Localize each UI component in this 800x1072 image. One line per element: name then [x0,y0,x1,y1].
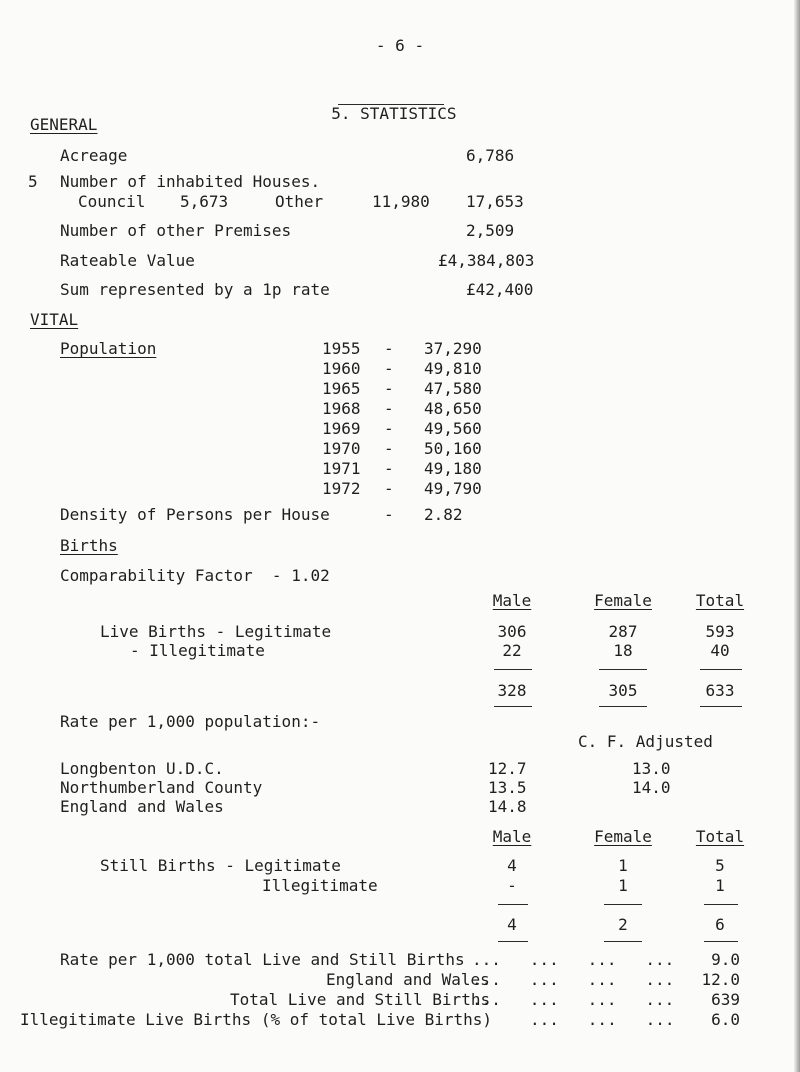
population-year: 1969 [322,419,361,438]
population-year: 1972 [322,479,361,498]
page-number: - 6 - [375,36,425,55]
leader-dots: ... ... ... [530,1010,675,1029]
population-value: 50,160 [424,439,482,458]
total-cell: 593 [705,622,735,641]
col-male-header: Male [492,827,532,846]
rule [704,904,738,905]
male-cell: 22 [502,641,522,660]
total-cell: 6 [715,915,725,934]
crude-rate: 13.5 [488,778,527,797]
adjusted-rate: 13.0 [632,759,671,778]
total-cell: 1 [715,876,725,895]
section-number: 5. STATISTICS [331,104,457,123]
population-year: 1968 [322,399,361,418]
male-cell: 328 [497,681,527,700]
houses-other-label: Other [275,192,324,211]
row-label: Still Births - Legitimate [100,856,341,875]
male-cell: 4 [507,915,517,934]
population-value: 48,650 [424,399,482,418]
population-value: 49,790 [424,479,482,498]
row-label: Illegitimate [262,876,378,895]
rule [498,904,528,905]
leader-dots: ... ... ... ... [472,990,675,1009]
births-heading: Births [60,536,118,555]
population-value: 49,180 [424,459,482,478]
acreage-label: Acreage [60,146,128,165]
col-total-header: Total [695,591,745,610]
population-dash: - [384,339,394,358]
title-underline [338,104,444,105]
col-male-header: Male [492,591,532,610]
population-dash: - [384,439,394,458]
population-dash: - [384,399,394,418]
leader-dots: ... ... ... ... [472,970,675,989]
density-dash: - [384,505,394,524]
houses-other-value: 11,980 [372,192,430,211]
penny-rate-label: Sum represented by a 1p rate [60,280,330,299]
population-value: 47,580 [424,379,482,398]
population-year: 1971 [322,459,361,478]
population-year: 1960 [322,359,361,378]
rule [700,669,742,670]
col-female-header: Female [594,591,652,610]
other-premises-label: Number of other Premises [60,221,292,240]
population-dash: - [384,419,394,438]
female-cell: 287 [608,622,638,641]
population-value: 37,290 [424,339,482,358]
female-cell: 2 [618,915,628,934]
total-cell: 633 [705,681,735,700]
rule [494,669,532,670]
vital-heading: VITAL [30,310,79,329]
cf-adjusted-header: C. F. Adjusted [578,732,713,751]
population-year: 1970 [322,439,361,458]
total-cell: 5 [715,856,725,875]
male-cell: 4 [507,856,517,875]
total-cell: 40 [710,641,730,660]
female-cell: 305 [608,681,638,700]
col-total-header: Total [695,827,745,846]
rateable-value: £4,384,803 [438,251,535,270]
summary-label: Illegitimate Live Births (% of total Live Births) [20,1010,493,1029]
male-cell: 306 [497,622,527,641]
male-cell: - [507,876,517,895]
margin-mark: 5 [28,172,38,191]
row-label: Live Births - Legitimate [100,622,332,641]
population-year: 1965 [322,379,361,398]
summary-value: 639 [711,990,740,1009]
rule [700,706,742,707]
general-heading: GENERAL [30,115,98,134]
density-label: Density of Persons per House [60,505,330,524]
houses-total-value: 17,653 [466,192,524,211]
summary-value: 12.0 [701,970,740,989]
leader-dots: ... ... ... ... [472,950,675,969]
col-female-header: Female [594,827,652,846]
rateable-label: Rateable Value [60,251,195,270]
acreage-value: 6,786 [466,146,515,165]
population-dash: - [384,459,394,478]
houses-council-label: Council [78,192,146,211]
other-premises-value: 2,509 [466,221,515,240]
summary-label: Rate per 1,000 total Live and Still Births [60,950,465,969]
houses-label: Number of inhabited Houses. [60,172,321,191]
population-dash: - [384,359,394,378]
row-label: - Illegitimate [130,641,265,660]
population-value: 49,560 [424,419,482,438]
female-cell: 1 [618,876,628,895]
population-dash: - [384,479,394,498]
rule [704,941,738,942]
rate-label: Rate per 1,000 population:- [60,712,321,731]
population-label: Population [60,339,157,358]
summary-value: 9.0 [711,950,740,969]
crude-rate: 14.8 [488,797,527,816]
rule [494,706,532,707]
page-edge-shadow [794,0,800,1072]
area-label: Longbenton U.D.C. [60,759,224,778]
summary-value: 6.0 [711,1010,740,1029]
rule [599,706,647,707]
penny-rate-value: £42,400 [466,280,534,299]
density-value: 2.82 [424,505,463,524]
crude-rate: 12.7 [488,759,527,778]
comparability-factor: Comparability Factor - 1.02 [60,566,330,585]
rule [599,669,647,670]
population-year: 1955 [322,339,361,358]
area-label: England and Wales [60,797,224,816]
female-cell: 18 [613,641,633,660]
population-value: 49,810 [424,359,482,378]
rule [604,904,642,905]
population-dash: - [384,379,394,398]
rule [604,941,642,942]
area-label: Northumberland County [60,778,263,797]
summary-label: England and Wales [326,970,490,989]
summary-label: Total Live and Still Births [230,990,491,1009]
houses-council-value: 5,673 [180,192,229,211]
female-cell: 1 [618,856,628,875]
rule [498,941,528,942]
adjusted-rate: 14.0 [632,778,671,797]
